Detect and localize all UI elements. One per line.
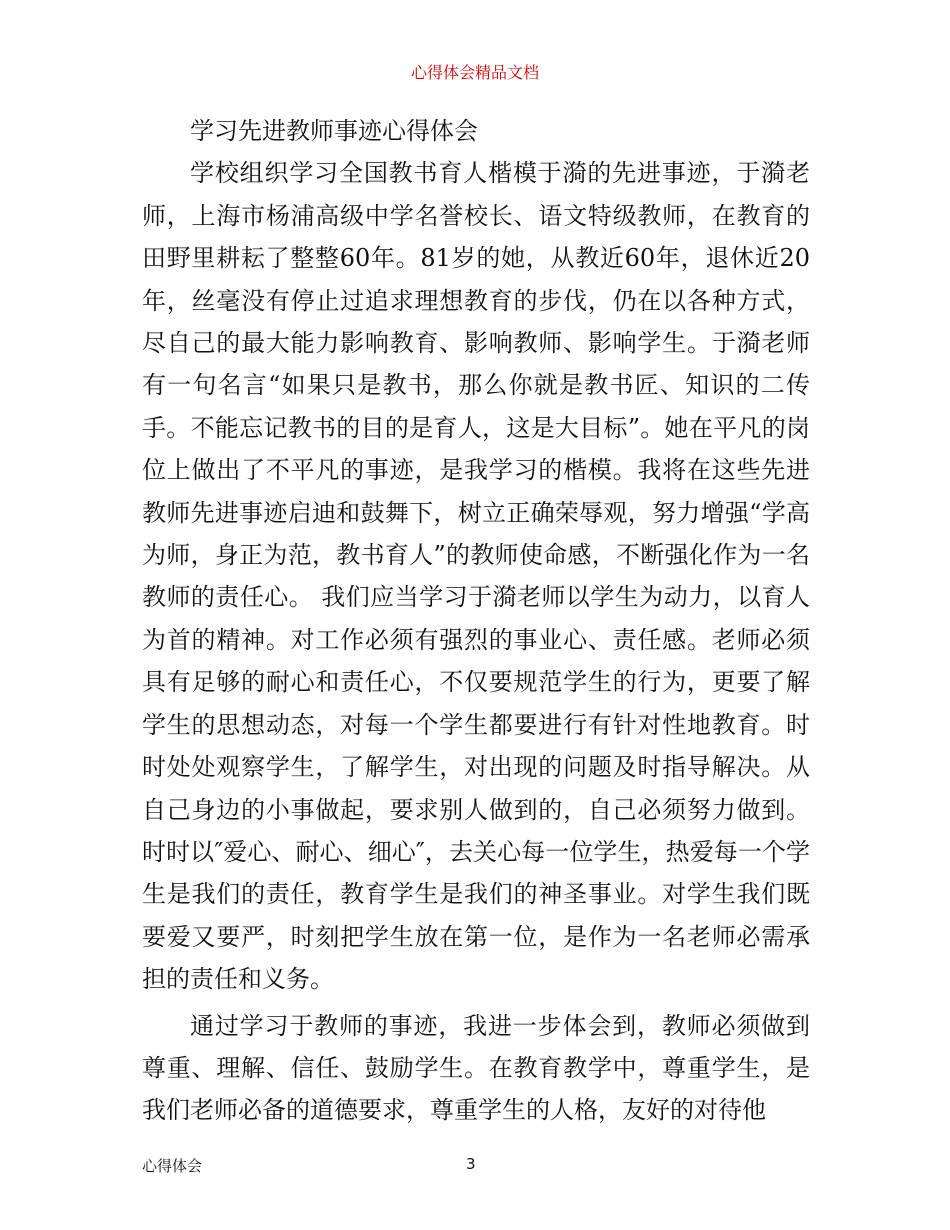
document-title: 学习先进教师事迹心得体会 (190, 117, 478, 145)
paragraph-1: 学校组织学习全国教书育人楷模于漪的先进事迹，于漪老师，上海市杨浦高级中学名誉校长、语文特级教师，在教育的田野里耕耘了整整60年。81岁的她，从教近60年，退休近20年，丝毫没有停止过追求理想教育的步伐，仍在以各种方式，尽自己的最大能力影响教育、影响教师、影响学生。于漪老师有一句名言“如果只是教书，那么你就是教书匠、知识的二传手。不能忘记教书的目的是育人，这是大目标”。她在平凡的岗位上做出了不平凡的事迹，是我学习的楷模。我将在这些先进教师先进事迹启迪和鼓舞下，树立正确荣辱观，努力增强“学高为师，身正为范，教书育人”的教师使命感，不断强化作为一名教师的责任心。 我们应当学习于漪老师以学生为动力，以育人为首的精神。对工作必须有强烈的事业心、责任感。老师必须具有足够的耐心和责任心，不仅要规范学生的行为，更要了解学生的思想动态，对每一个学生都要进行有针对性地教育。时时处处观察学生，了解学生，对出现的问题及时指导解决。从自己身边的小事做起，要求别人做到的，自己必须努力做到。时时以″爱心、耐心、细心″，去关心每一位学生，热爱每一个学生是我们的责任，教育学生是我们的神圣事业。对学生我们既要爱又要严，时刻把学生放在第一位，是作为一名老师必需承担的责任和义务。 (142, 159, 810, 994)
page-header: 心得体会精品文档 (410, 63, 539, 82)
document-body (142, 110, 810, 1132)
footer-label: 心得体会 (142, 1157, 203, 1175)
paragraph-2: 通过学习于教师的事迹，我进一步体会到，教师必须做到尊重、理解、信任、鼓励学生。在教育教学中，尊重学生，是我们老师必备的道德要求，尊重学生的人格，友好的对待他 (142, 1011, 810, 1125)
page-number: 3 (466, 1155, 476, 1173)
